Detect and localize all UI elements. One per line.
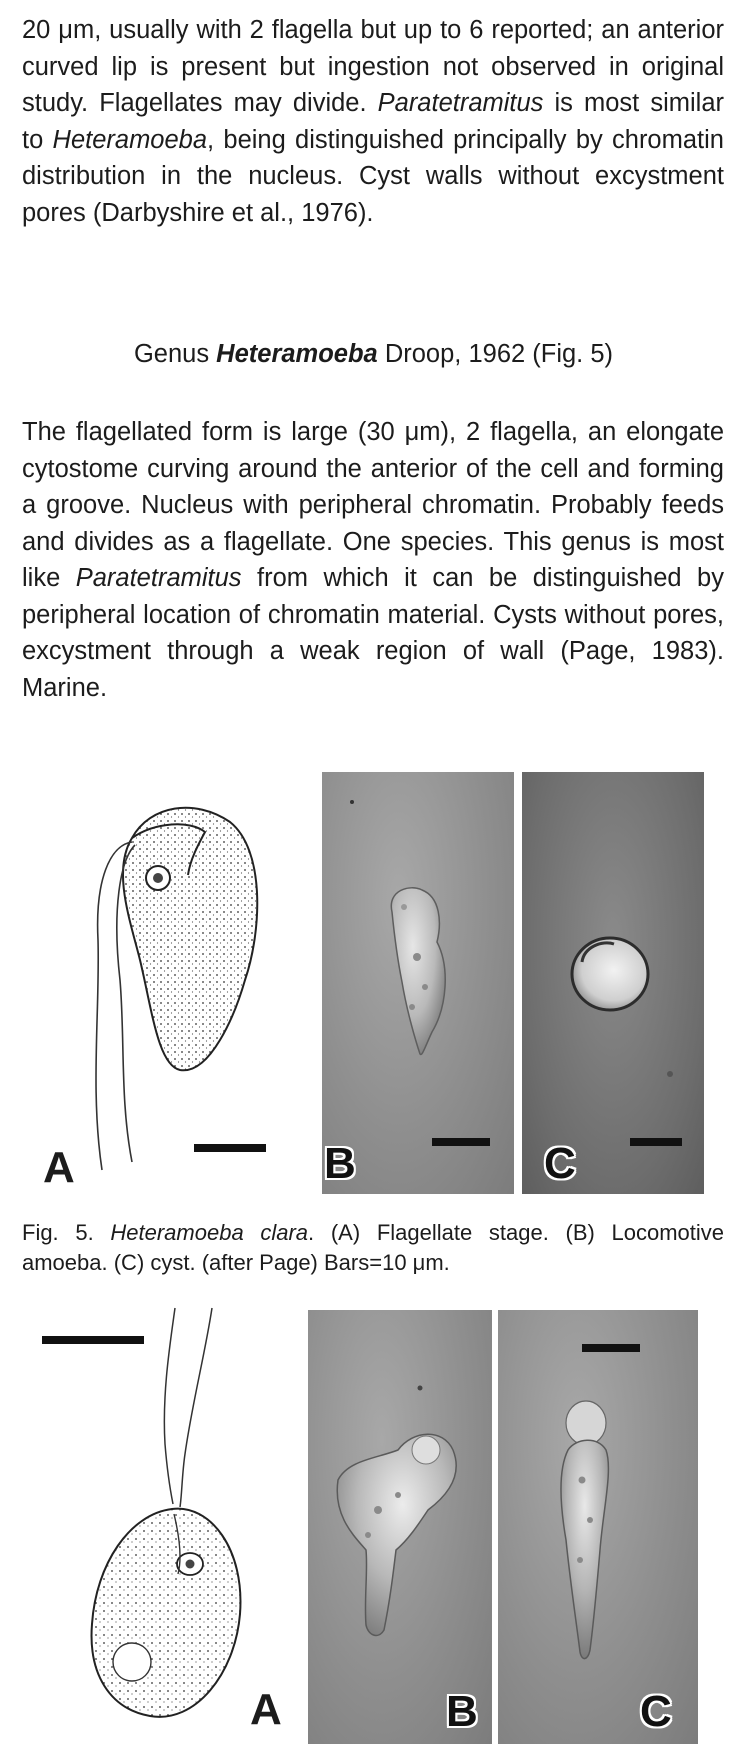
fig6-panel-c-scalebar	[582, 1344, 640, 1352]
cyst-micrograph-icon	[522, 772, 704, 1194]
fig6-panel-b-label: B	[446, 1687, 478, 1736]
fig5-panel-c-scalebar	[630, 1138, 682, 1146]
fig6-panel-b-photo	[308, 1310, 492, 1744]
fig6-panel-a-label: A	[250, 1685, 282, 1734]
amoeba-micrograph-icon	[498, 1310, 698, 1744]
fig5-panel-a-label: A	[43, 1143, 75, 1192]
flagellate-drawing-icon	[70, 1304, 290, 1744]
fig5-panel-c-photo	[522, 772, 704, 1194]
fig5-panel-b-label: B	[324, 1139, 356, 1188]
fig5-panel-b-scalebar	[432, 1138, 490, 1146]
intro-paragraph: 20 μm, usually with 2 flagella but up to 6 reported; an anterior curved lip is present but ingestion not observed in original study. Flagellates may divide. Paratetramitus is most similar to Heteramoeba, being distinguished principally by chromatin distribution in the nucleus. Cyst walls without excystment pores (Darbyshire et al., 1976).	[22, 16, 725, 227]
amoeba-micrograph-icon	[322, 772, 514, 1194]
genus-name: Heteramoeba	[216, 340, 378, 368]
fig6-panel-a-drawing	[70, 1304, 290, 1744]
fig6-panel-c-label: C	[640, 1687, 672, 1736]
fig5-caption: Fig. 5. Heteramoeba clara. (A) Flagellate stage. (B) Locomotive amoeba. (C) cyst. (after Page) Bars=10 μm.	[22, 1220, 724, 1275]
amoeba-micrograph-icon	[308, 1310, 492, 1744]
genus-heading: Genus Heteramoeba Droop, 1962 (Fig. 5)	[133, 340, 614, 368]
fig5-panel-a-scalebar	[194, 1144, 266, 1152]
fig5-panel-c-label: C	[544, 1139, 576, 1188]
flagellate-drawing-icon	[40, 770, 300, 1190]
fig5-panel-a-drawing	[40, 770, 300, 1190]
description-paragraph: The flagellated form is large (30 μm), 2 flagella, an elongate cytostome curving around the anterior of the cell and forming a groove. Nucleus with peripheral chromatin. Probably feeds and divides as a flagellate. One species. This genus is most like Paratetramitus from which it can be distinguished by peripheral location of chromatin material. Cysts without pores, excystment through a weak region of wall (Page, 1983). Marine.	[22, 418, 724, 702]
fig6-panel-c-photo	[498, 1310, 698, 1744]
fig5-panel-b-photo	[322, 772, 514, 1194]
